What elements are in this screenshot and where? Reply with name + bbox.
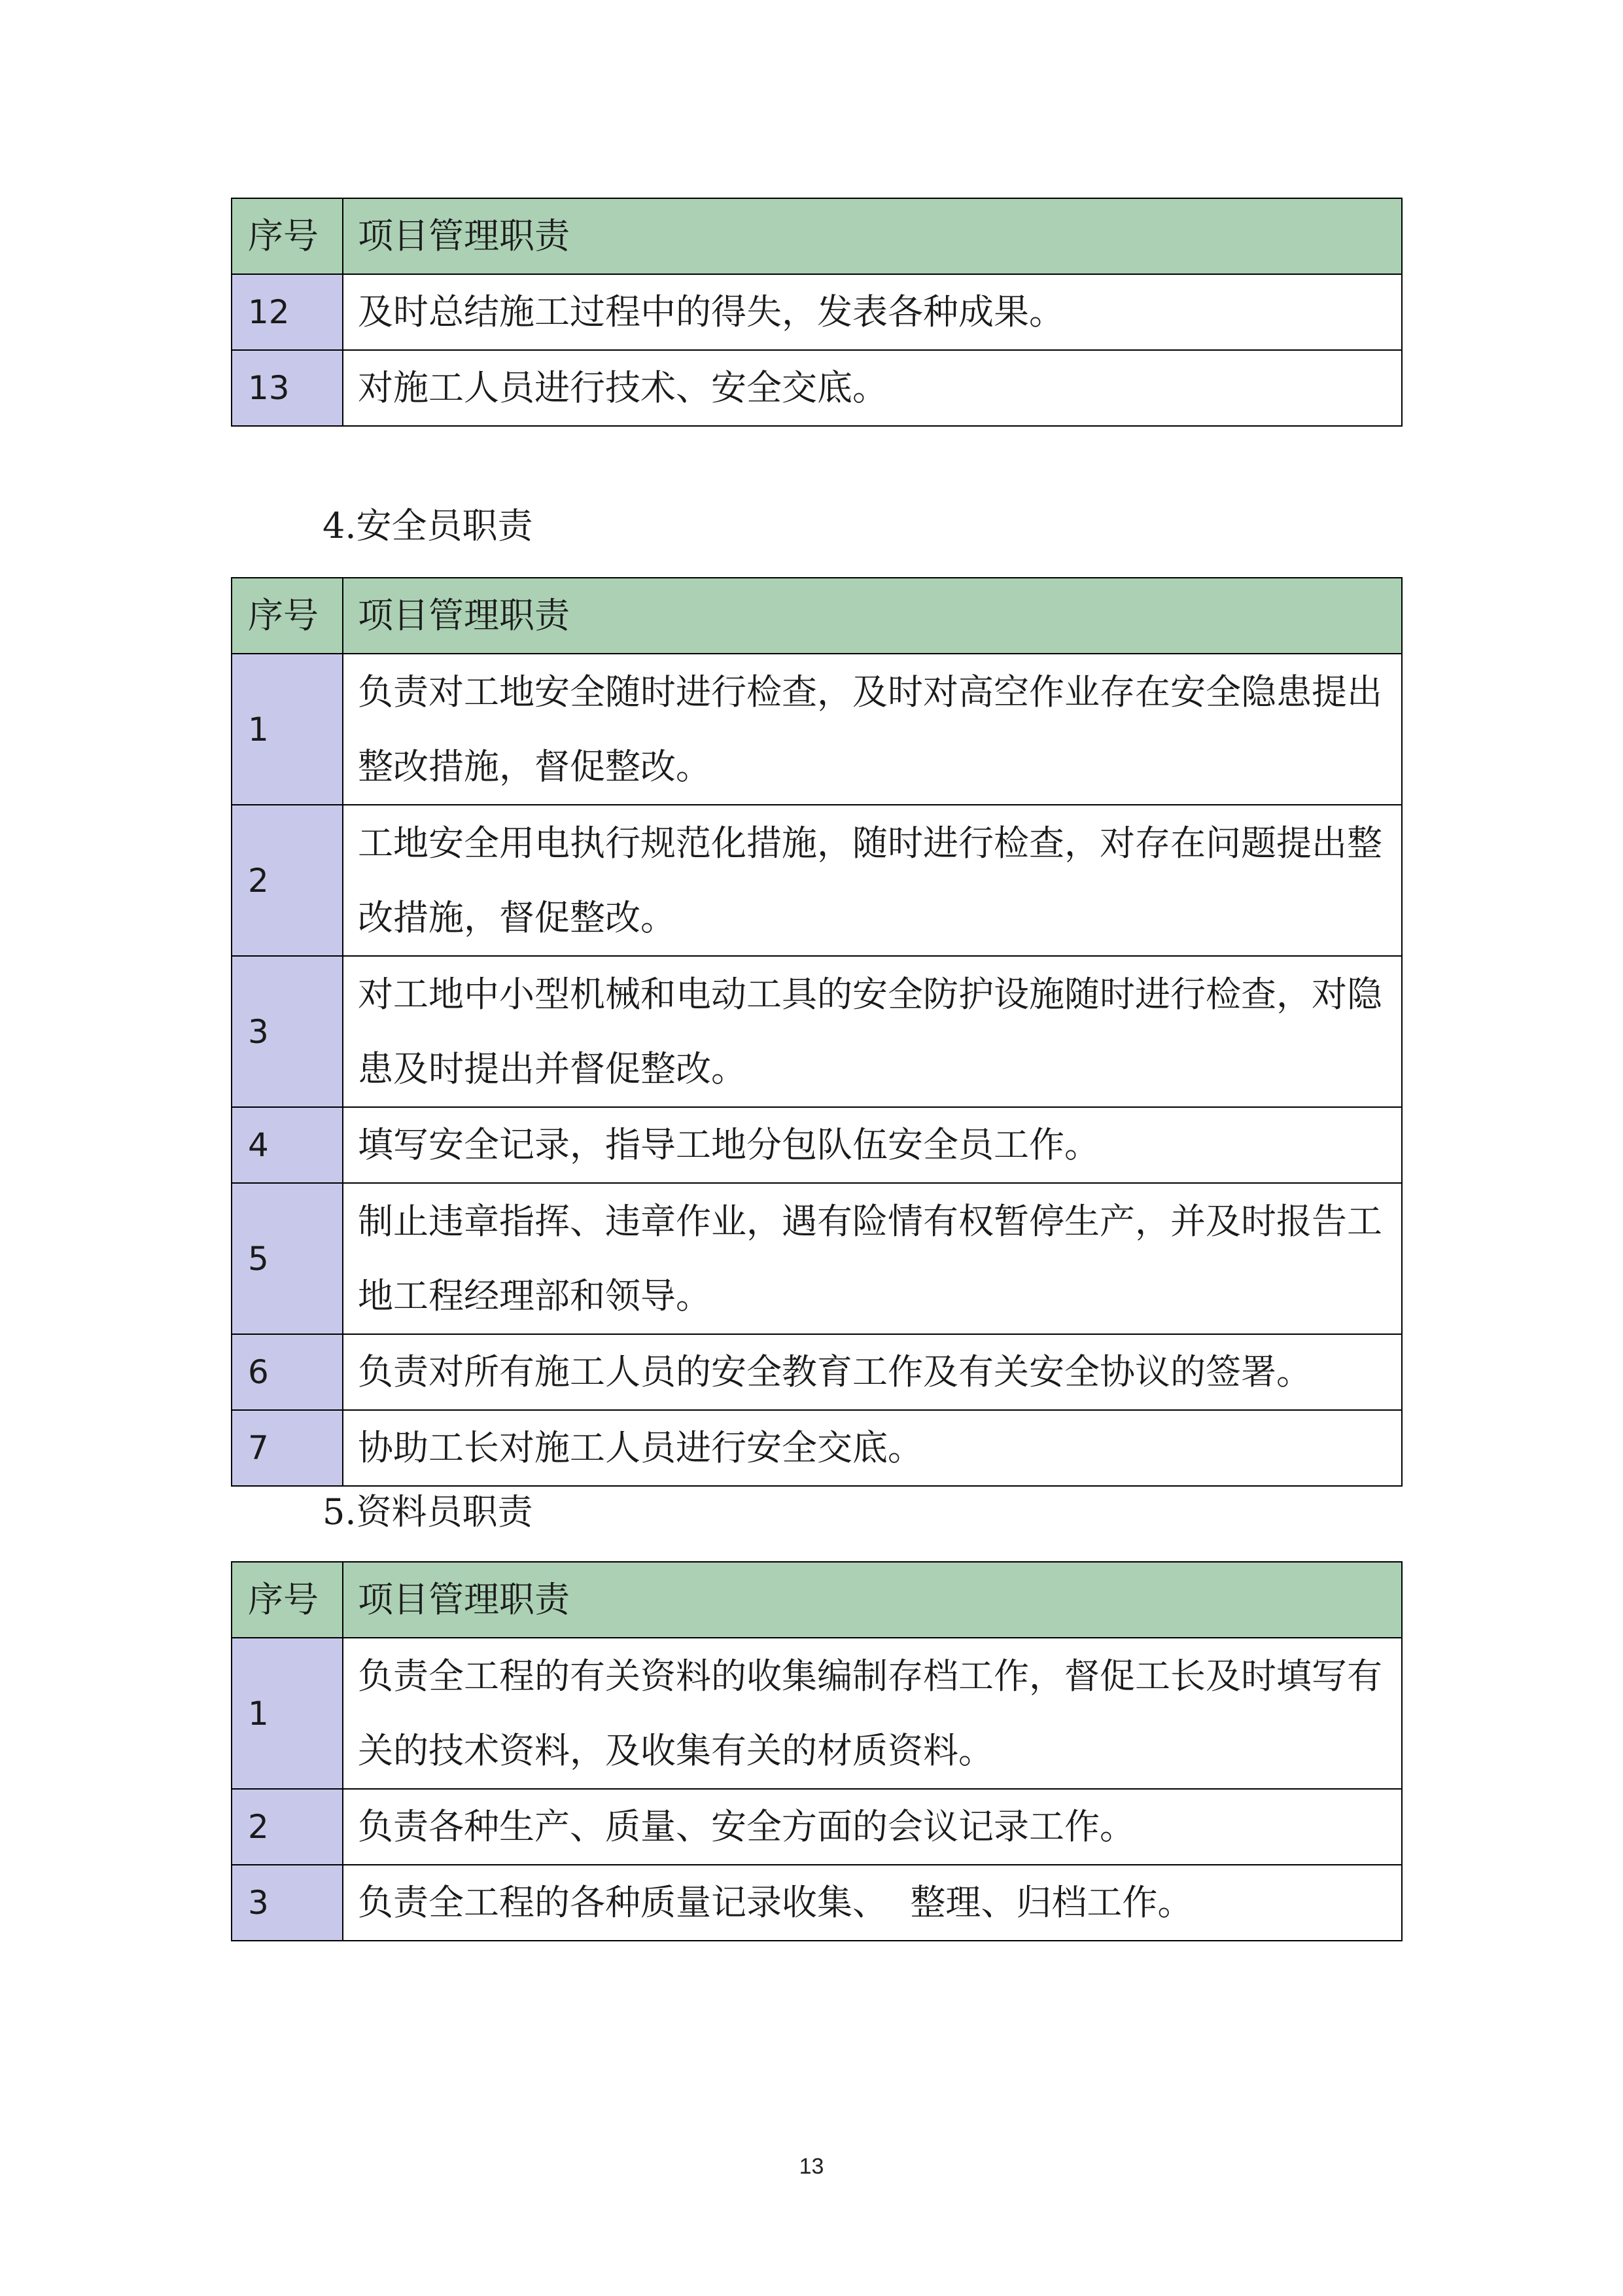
row-number: 4 [232,1107,343,1183]
table-row [232,1638,1402,1789]
header-duty: 项目管理职责 [343,578,1402,654]
row-number: 12 [232,274,343,350]
table-header-row [232,198,1402,274]
table-header-row [232,578,1402,654]
table-row [232,654,1402,805]
page-number: 13 [799,2154,824,2179]
duties-table-continued [231,198,1403,427]
row-duty: 协助工长对施工人员进行安全交底。 [343,1410,1402,1486]
table-row [232,956,1402,1107]
row-number: 1 [232,1638,343,1789]
header-duty: 项目管理职责 [343,1562,1402,1638]
row-number: 13 [232,350,343,426]
row-number: 6 [232,1334,343,1410]
table-row [232,1334,1402,1410]
header-no: 序号 [232,198,343,274]
section-heading-document-officer: 5.资料员职责 [323,1491,533,1532]
row-duty: 工地安全用电执行规范化措施，随时进行检查，对存在问题提出整改措施，督促整改。 [343,805,1402,956]
row-number: 3 [232,1865,343,1941]
row-duty: 对工地中小型机械和电动工具的安全防护设施随时进行检查，对隐患及时提出并督促整改。 [343,956,1402,1107]
row-duty: 及时总结施工过程中的得失，发表各种成果。 [343,274,1402,350]
table-row [232,1183,1402,1334]
document-officer-duties-table [231,1561,1403,1941]
row-duty: 负责对工地安全随时进行检查，及时对高空作业存在安全隐患提出整改措施，督促整改。 [343,654,1402,805]
safety-officer-duties-table [231,577,1403,1487]
row-number: 3 [232,956,343,1107]
row-number: 7 [232,1410,343,1486]
table-header-row [232,1562,1402,1638]
row-number: 1 [232,654,343,805]
table-row [232,350,1402,426]
table-row [232,274,1402,350]
section-heading-safety-officer: 4.安全员职责 [323,505,533,546]
row-number: 2 [232,805,343,956]
table-row [232,1789,1402,1865]
row-duty: 负责对所有施工人员的安全教育工作及有关安全协议的签署。 [343,1334,1402,1410]
row-duty: 负责全工程的各种质量记录收集、 整理、归档工作。 [343,1865,1402,1941]
header-no: 序号 [232,1562,343,1638]
row-duty: 负责各种生产、质量、安全方面的会议记录工作。 [343,1789,1402,1865]
header-duty: 项目管理职责 [343,198,1402,274]
row-duty: 制止违章指挥、违章作业，遇有险情有权暂停生产，并及时报告工地工程经理部和领导。 [343,1183,1402,1334]
row-number: 5 [232,1183,343,1334]
header-no: 序号 [232,578,343,654]
table-row [232,1865,1402,1941]
row-number: 2 [232,1789,343,1865]
row-duty: 负责全工程的有关资料的收集编制存档工作，督促工长及时填写有关的技术资料，及收集有关的材质资料。 [343,1638,1402,1789]
row-duty: 对施工人员进行技术、安全交底。 [343,350,1402,426]
table-row [232,805,1402,956]
row-duty: 填写安全记录，指导工地分包队伍安全员工作。 [343,1107,1402,1183]
table-row [232,1410,1402,1486]
table-row [232,1107,1402,1183]
